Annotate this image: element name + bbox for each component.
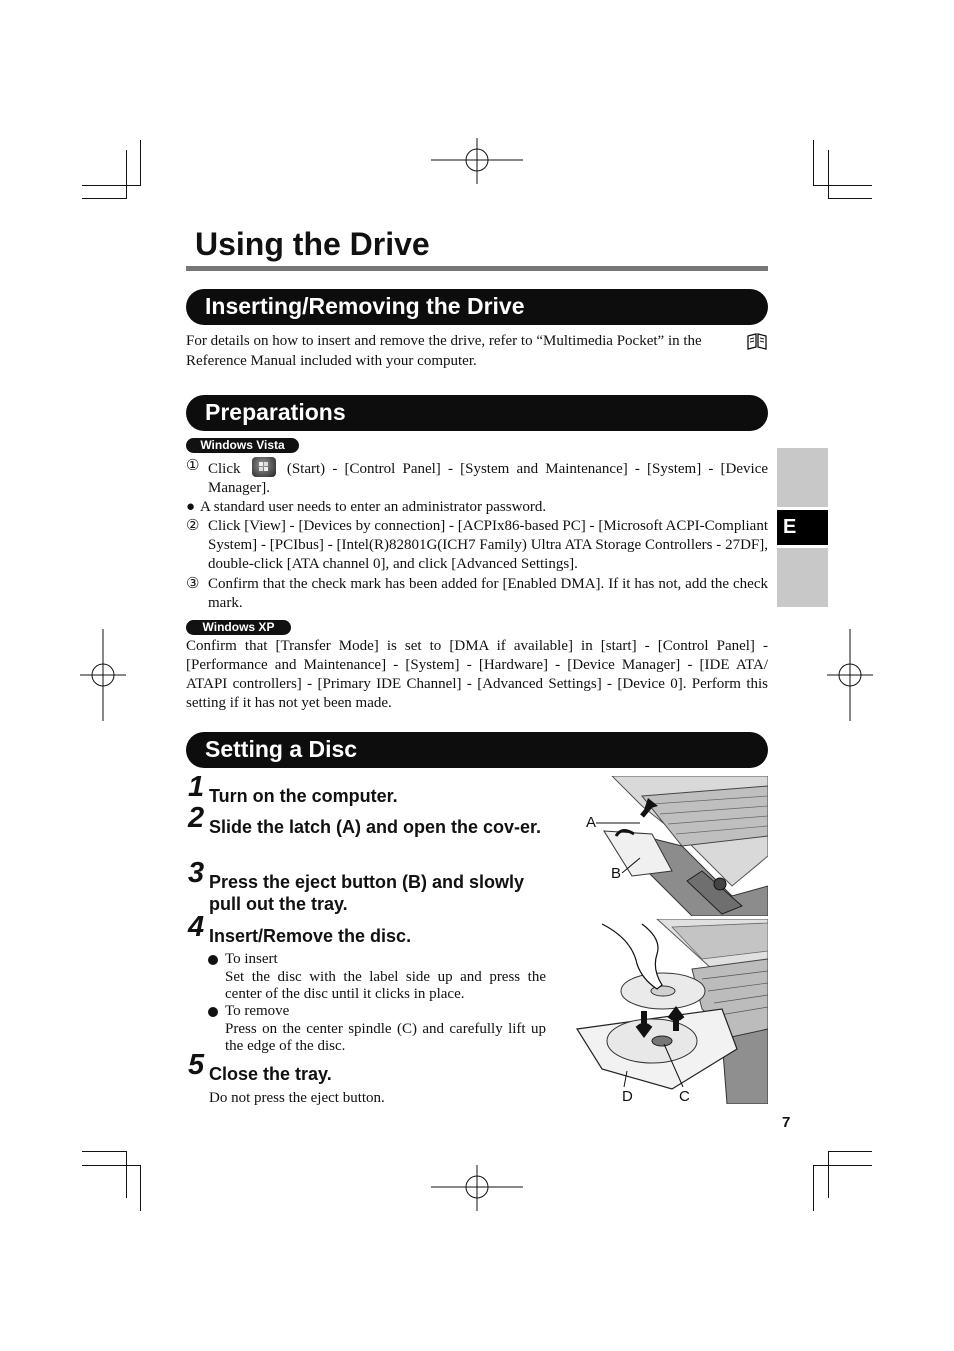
step-4 bbox=[188, 911, 548, 947]
xp-paragraph: Confirm that [Transfer Mode] is set to [DMA if available] in [start] - [Control Panel] - [Performance and Maintenance] - [System] - [Hardware] - [Device Manager] - [IDE ATA/ ATAPI controllers] - [Primary IDE Channel] - [Advanced Settings] - [Device 0]. Perform this setting if it has not yet been made. bbox=[186, 638, 768, 711]
crop-mark bbox=[140, 140, 141, 186]
crop-mark bbox=[828, 150, 829, 199]
step-5 bbox=[188, 1049, 548, 1085]
language-tab: E bbox=[777, 510, 828, 545]
crop-mark bbox=[828, 1151, 872, 1152]
step-number: 3 bbox=[188, 857, 205, 889]
registration-mark bbox=[431, 1165, 523, 1211]
windows-xp-badge: Windows XP bbox=[186, 620, 291, 635]
crop-mark bbox=[813, 140, 814, 186]
registration-mark bbox=[431, 138, 523, 184]
section-heading-insert-remove bbox=[186, 289, 768, 325]
vista-step-1-click: Click bbox=[208, 461, 241, 477]
to-insert-text: Set the disc with the label side up and press the center of the disc until it clicks in place. bbox=[225, 968, 546, 1002]
page-number: 7 bbox=[782, 1114, 791, 1131]
close-tray-note: Do not press the eject button. bbox=[209, 1090, 385, 1106]
crop-mark bbox=[82, 1165, 141, 1166]
windows-start-icon bbox=[252, 457, 276, 477]
title-rule bbox=[186, 266, 768, 271]
vista-step-2-text: Click [View] - [Devices by connection] - [ACPIx86-based PC] - [Microsoft ACPI-Compliant System] - [PCIbus] - [Intel(R)82801G(ICH7 Family) Ultra ATA Storage Controllers - 27DF], double-click [ATA channel 0], and click [Advanced Settings]. bbox=[208, 518, 768, 572]
step-3-text: Press the eject button (B) and slowly pull out the tray. bbox=[209, 872, 525, 914]
windows-vista-badge: Windows Vista bbox=[186, 438, 299, 453]
figure-label-a: A bbox=[586, 814, 597, 831]
section-heading-text: Preparations bbox=[205, 399, 346, 425]
step-4-text: Insert/Remove the disc. bbox=[209, 926, 412, 946]
crop-mark bbox=[82, 198, 126, 199]
bullet-icon bbox=[208, 1007, 218, 1017]
to-remove-item bbox=[208, 1003, 546, 1056]
vista-step-1-text: (Start) - [Control Panel] - [System and Maintenance] - [System] - [Device Manager]. bbox=[208, 461, 769, 496]
section-heading-text: Inserting/Removing the Drive bbox=[205, 293, 525, 319]
insert-remove-text-2: Reference Manual included with your computer. bbox=[186, 352, 477, 369]
bullet-marker: ● bbox=[186, 499, 196, 515]
crop-mark bbox=[82, 185, 141, 186]
crop-mark bbox=[126, 1151, 127, 1198]
figure-label-d: D bbox=[622, 1088, 633, 1105]
step-marker: ② bbox=[186, 518, 200, 534]
to-insert-item bbox=[208, 951, 546, 1004]
disc-insert-illustration bbox=[562, 919, 768, 1104]
book-icon bbox=[746, 332, 768, 350]
crop-mark bbox=[828, 198, 872, 199]
section-heading-preparations bbox=[186, 395, 768, 431]
step-3 bbox=[188, 857, 548, 915]
to-remove-text: Press on the center spindle (C) and carefully lift up the edge of the disc. bbox=[225, 1020, 546, 1054]
step-1 bbox=[188, 771, 548, 807]
figure-label-b: B bbox=[611, 865, 622, 882]
to-insert-title: To insert bbox=[225, 951, 278, 967]
insert-remove-text-1: For details on how to insert and remove the drive, refer to “Multimedia Pocket” in the bbox=[186, 333, 702, 349]
vista-note-text: A standard user needs to enter an administrator password. bbox=[200, 499, 547, 515]
registration-mark bbox=[80, 629, 126, 721]
step-number: 5 bbox=[188, 1049, 205, 1081]
step-number: 2 bbox=[188, 802, 205, 834]
step-marker: ① bbox=[186, 458, 200, 474]
crop-mark bbox=[126, 150, 127, 199]
crop-mark bbox=[813, 1165, 872, 1166]
crop-mark bbox=[813, 185, 872, 186]
vista-step-1 bbox=[186, 457, 768, 498]
vista-note bbox=[186, 498, 768, 517]
step-2-text: Slide the latch (A) and open the cov-er. bbox=[209, 817, 542, 837]
section-heading-text: Setting a Disc bbox=[205, 736, 358, 762]
step-2 bbox=[188, 802, 548, 838]
step-marker: ③ bbox=[186, 576, 200, 592]
figure-label-c: C bbox=[679, 1088, 690, 1105]
crop-mark bbox=[82, 1151, 126, 1152]
vista-step-2 bbox=[186, 517, 768, 574]
step-number: 4 bbox=[188, 911, 205, 943]
page-title: Using the Drive bbox=[195, 226, 430, 262]
section-heading-setting-disc bbox=[186, 732, 768, 768]
crop-mark bbox=[813, 1165, 814, 1211]
step-1-text: Turn on the computer. bbox=[209, 786, 398, 806]
crop-mark bbox=[828, 1151, 829, 1198]
step-number: 1 bbox=[188, 771, 205, 803]
side-tab-lower bbox=[777, 548, 828, 607]
to-remove-title: To remove bbox=[225, 1003, 290, 1019]
vista-step-3-text: Confirm that the check mark has been added for [Enabled DMA]. If it has not, add the check mark. bbox=[208, 576, 768, 611]
step-5-text: Close the tray. bbox=[209, 1064, 332, 1084]
side-tab-upper bbox=[777, 448, 828, 507]
laptop-latch-illustration bbox=[582, 776, 768, 916]
registration-mark bbox=[827, 629, 873, 721]
insert-remove-paragraph bbox=[186, 332, 768, 371]
crop-mark bbox=[140, 1165, 141, 1211]
vista-step-3 bbox=[186, 575, 768, 613]
bullet-icon bbox=[208, 955, 218, 965]
